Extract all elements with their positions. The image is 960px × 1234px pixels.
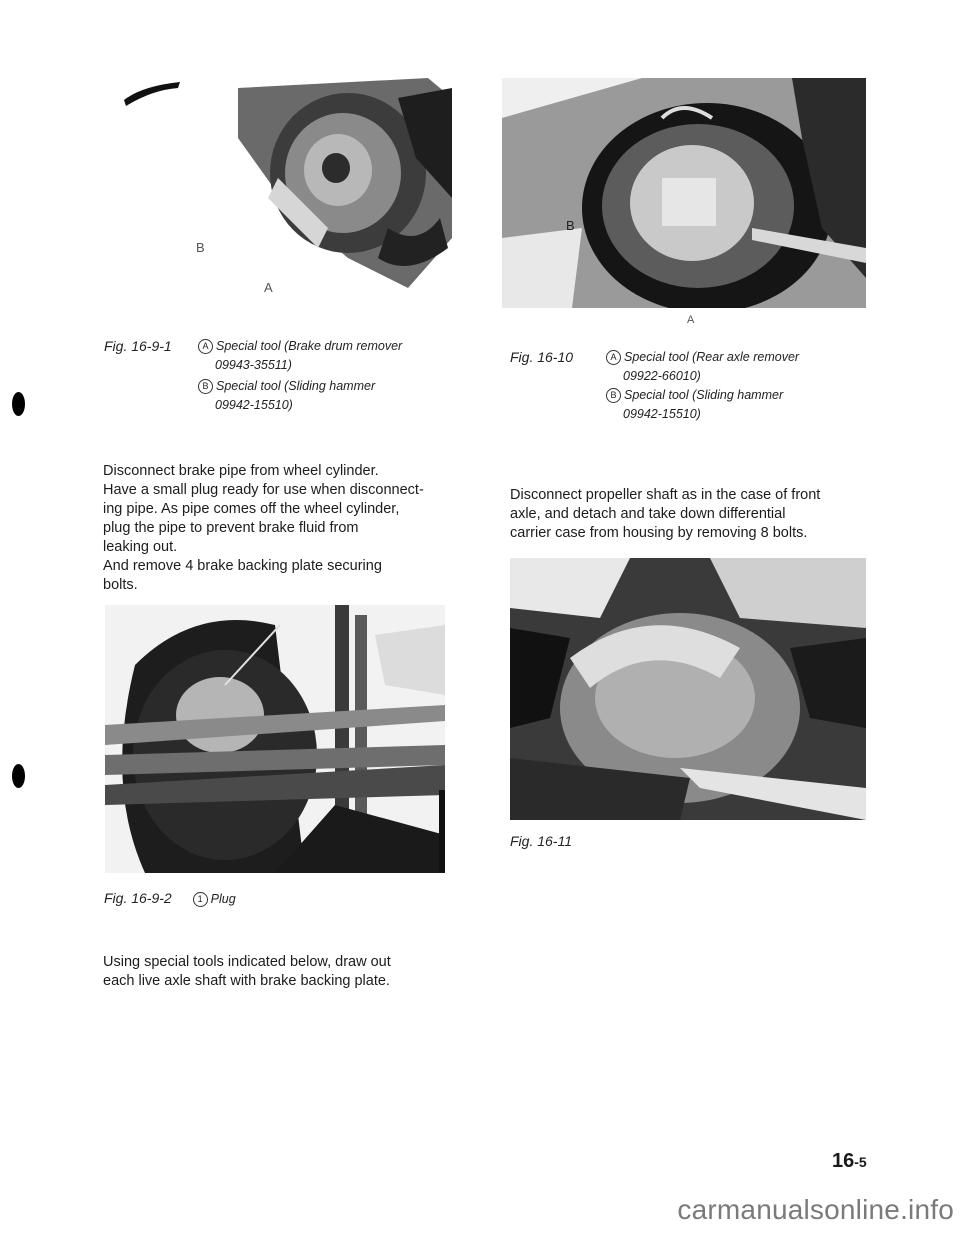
fig-16-9-2-edge-bar bbox=[439, 790, 445, 872]
fig-16-10-photo bbox=[502, 78, 866, 308]
binder-hole-bottom bbox=[12, 764, 25, 788]
photo-corner-mark bbox=[122, 78, 182, 108]
circle-b-icon: B bbox=[198, 379, 213, 394]
fig-16-9-1-photo bbox=[178, 78, 452, 288]
fig-16-9-2-photo bbox=[105, 605, 445, 873]
circle-1-icon: 1 bbox=[193, 892, 208, 907]
fig-16-9-1-label-a: A bbox=[264, 280, 273, 295]
fig-16-9-1-number: Fig. 16-9-1 bbox=[104, 338, 172, 354]
fig-16-10-item-a: A Special tool (Rear axle remover 09922-66010) bbox=[606, 348, 886, 386]
circle-a-icon: A bbox=[606, 350, 621, 365]
fig-16-10-item-b: B Special tool (Sliding hammer 09942-15510) bbox=[606, 386, 886, 424]
para-propeller-shaft: Disconnect propeller shaft as in the case of front axle, and detach and take down differential carrier case from housing by removing 8 bolts. bbox=[510, 487, 821, 541]
para-disconnect-brake: Disconnect brake pipe from wheel cylinder. Have a small plug ready for use when disconnect- ing pipe. As pipe comes off the wheel cylinder, plug the pipe to prevent brake fluid from leaking out. And remove 4 brake backing plate securing bolts. bbox=[103, 463, 424, 593]
fig-16-11-number: Fig. 16-11 bbox=[510, 833, 572, 849]
page-number: 16-5 bbox=[832, 1150, 867, 1172]
watermark: carmanualsonline.info bbox=[677, 1194, 954, 1225]
fig-16-10-number: Fig. 16-10 bbox=[510, 349, 574, 365]
fig-16-10-label-a: A bbox=[687, 314, 695, 326]
circle-b-icon: B bbox=[606, 388, 621, 403]
fig-16-9-2-caption bbox=[104, 889, 404, 909]
fig-16-10-label-b: B bbox=[566, 218, 575, 233]
binder-hole-top bbox=[12, 392, 25, 416]
fig-16-9-1-label-b: B bbox=[196, 240, 205, 255]
fig-16-9-1-item-b: B Special tool (Sliding hammer 09942-15510) bbox=[198, 377, 468, 415]
circle-a-icon: A bbox=[198, 339, 213, 354]
fig-16-9-2-number: Fig. 16-9-2 bbox=[104, 890, 172, 906]
fig-16-9-2-item: Plug bbox=[210, 892, 236, 906]
fig-16-9-1-item-a: A Special tool (Brake drum remover 09943-35511) bbox=[198, 337, 468, 375]
para-special-tools: Using special tools indicated below, draw out each live axle shaft with brake backing plate. bbox=[103, 954, 391, 989]
fig-16-11-photo bbox=[510, 558, 866, 820]
